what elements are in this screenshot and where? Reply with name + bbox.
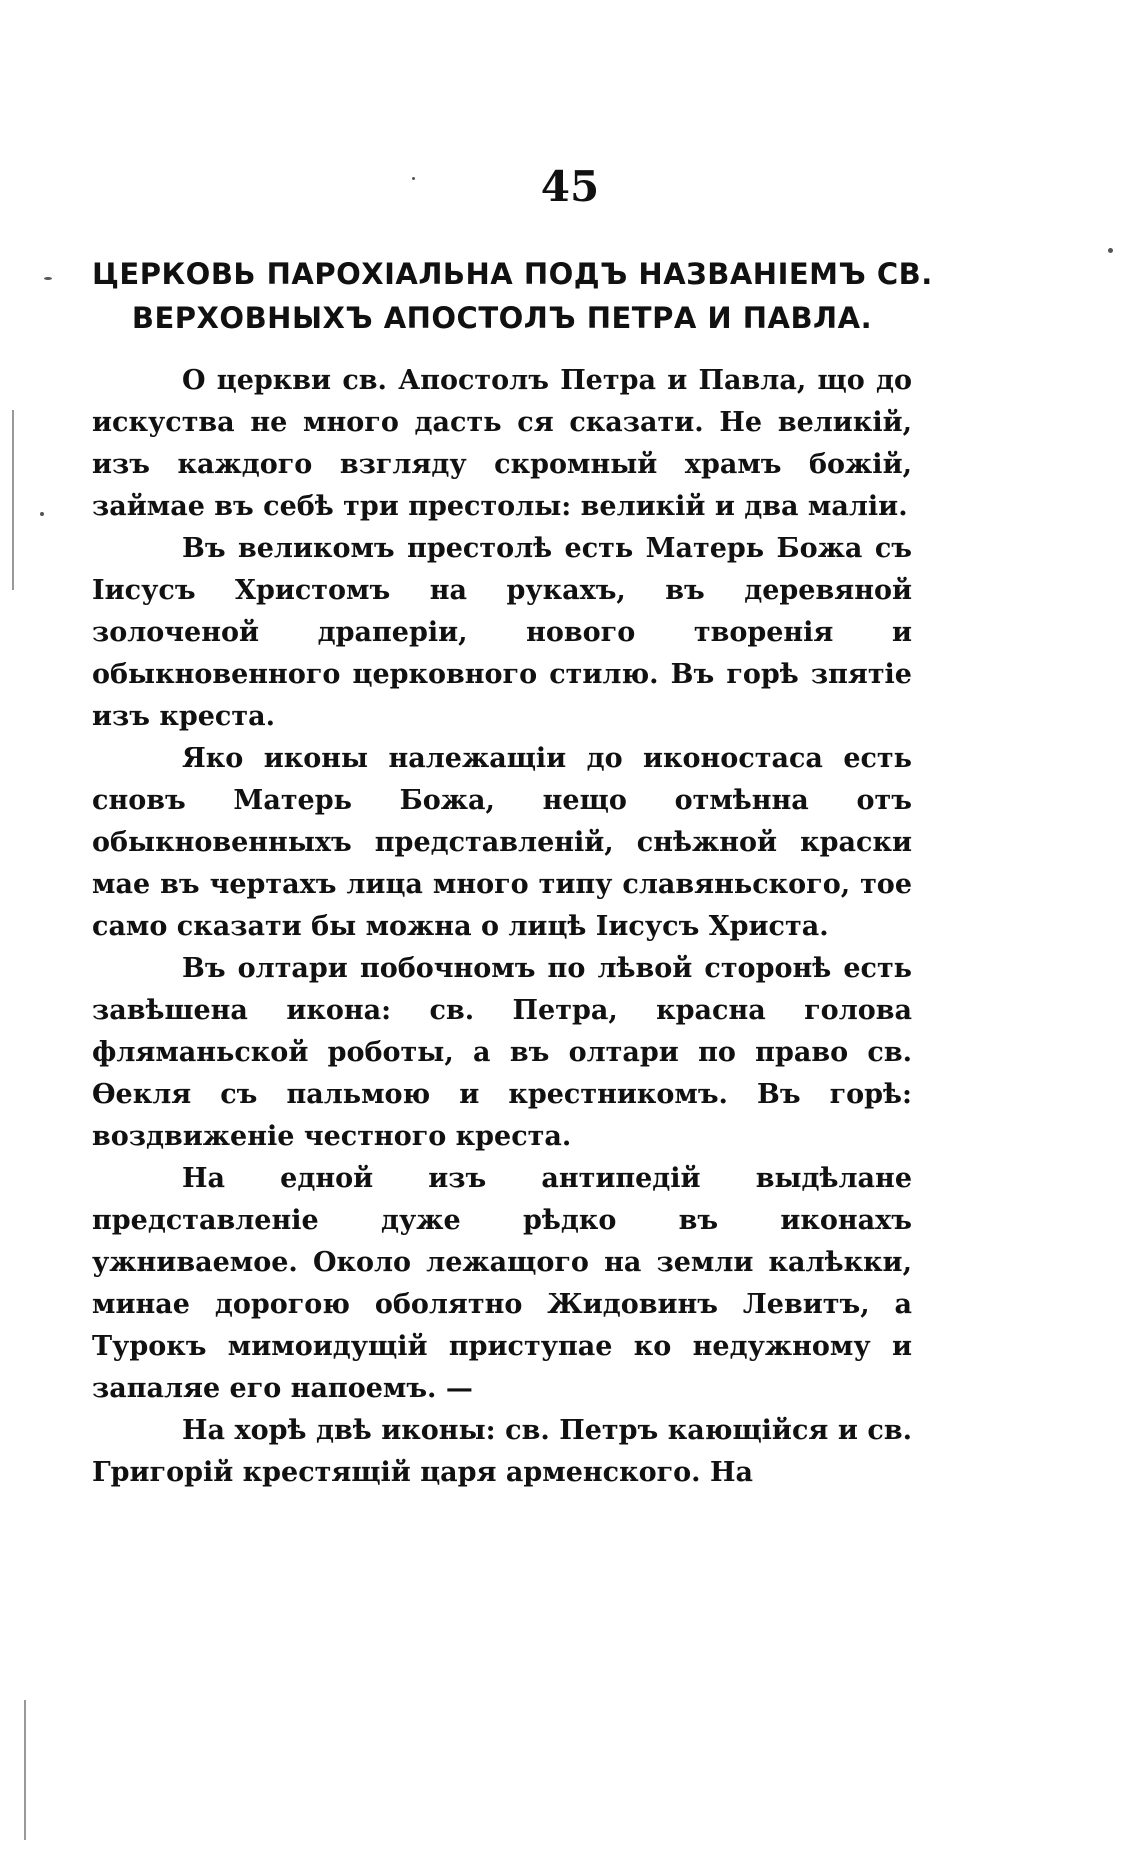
paragraph-4: Въ олтари побочномъ по лѣвой сторонѣ есть завѣшена икона: св. Петра, красна голова фляманьской роботы, а въ олтари по право св. Өекля съ пальмою и крестникомъ. Въ горѣ: воздвиженіе честного креста. [92, 953, 912, 1152]
scan-speck [40, 512, 44, 516]
paragraph-6: На хорѣ двѣ иконы: св. Петръ кающійся и св. Григорій крестящій царя арменского. На [92, 1415, 912, 1488]
paragraph-2: Въ великомъ престолѣ есть Матерь Божа съ Іисусъ Христомъ на рукахъ, въ деревяной золоченой драперіи, нового творенія и обыкновенного церковного стилю. Въ горѣ зпятіе изъ креста. [92, 533, 912, 732]
scan-speck [1108, 248, 1113, 253]
page-number: 45 [540, 162, 600, 211]
scan-margin-line [12, 410, 14, 590]
heading-line-2: ВЕРХОВНЫХЪ АПОСТОЛЪ ПЕТРА И ПАВЛА. [131, 301, 873, 335]
body-text [92, 360, 912, 1494]
chapter-heading [92, 252, 933, 340]
paragraph-5: На едной изъ антипедій выдѣлане представленіе дуже рѣдко въ иконахъ ужниваемое. Около лежащого на земли калѣкки, минае дорогою оболятно Жидовинъ Левитъ, а Турокъ мимоидущій приступае ко недужному и запаляе его напоемъ. — [92, 1163, 912, 1404]
heading-line-1: ЦЕРКОВЬ ПАРОХІАЛЬНА ПОДЪ НАЗВАНІЕМЪ СВ. [92, 257, 933, 291]
paragraph-3: Яко иконы належащіи до иконостаса есть сновъ Матерь Божа, нещо отмѣнна отъ обыкновенныхъ представленій, снѣжной краски мае въ чертахъ лица много типу славяньского, тое само сказати бы можна о лицѣ Іисусъ Христа. [92, 743, 912, 942]
scan-speck [412, 177, 415, 180]
paragraph-1: О церкви св. Апостолъ Петра и Павла, що до искуства не много дасть ся сказати. Не великій, изъ каждого взгляду скромный храмъ божій, займае въ себѣ три престолы: великій и два маліи. [92, 365, 912, 522]
scan-speck [44, 277, 52, 280]
scan-margin-line [24, 1700, 26, 1840]
